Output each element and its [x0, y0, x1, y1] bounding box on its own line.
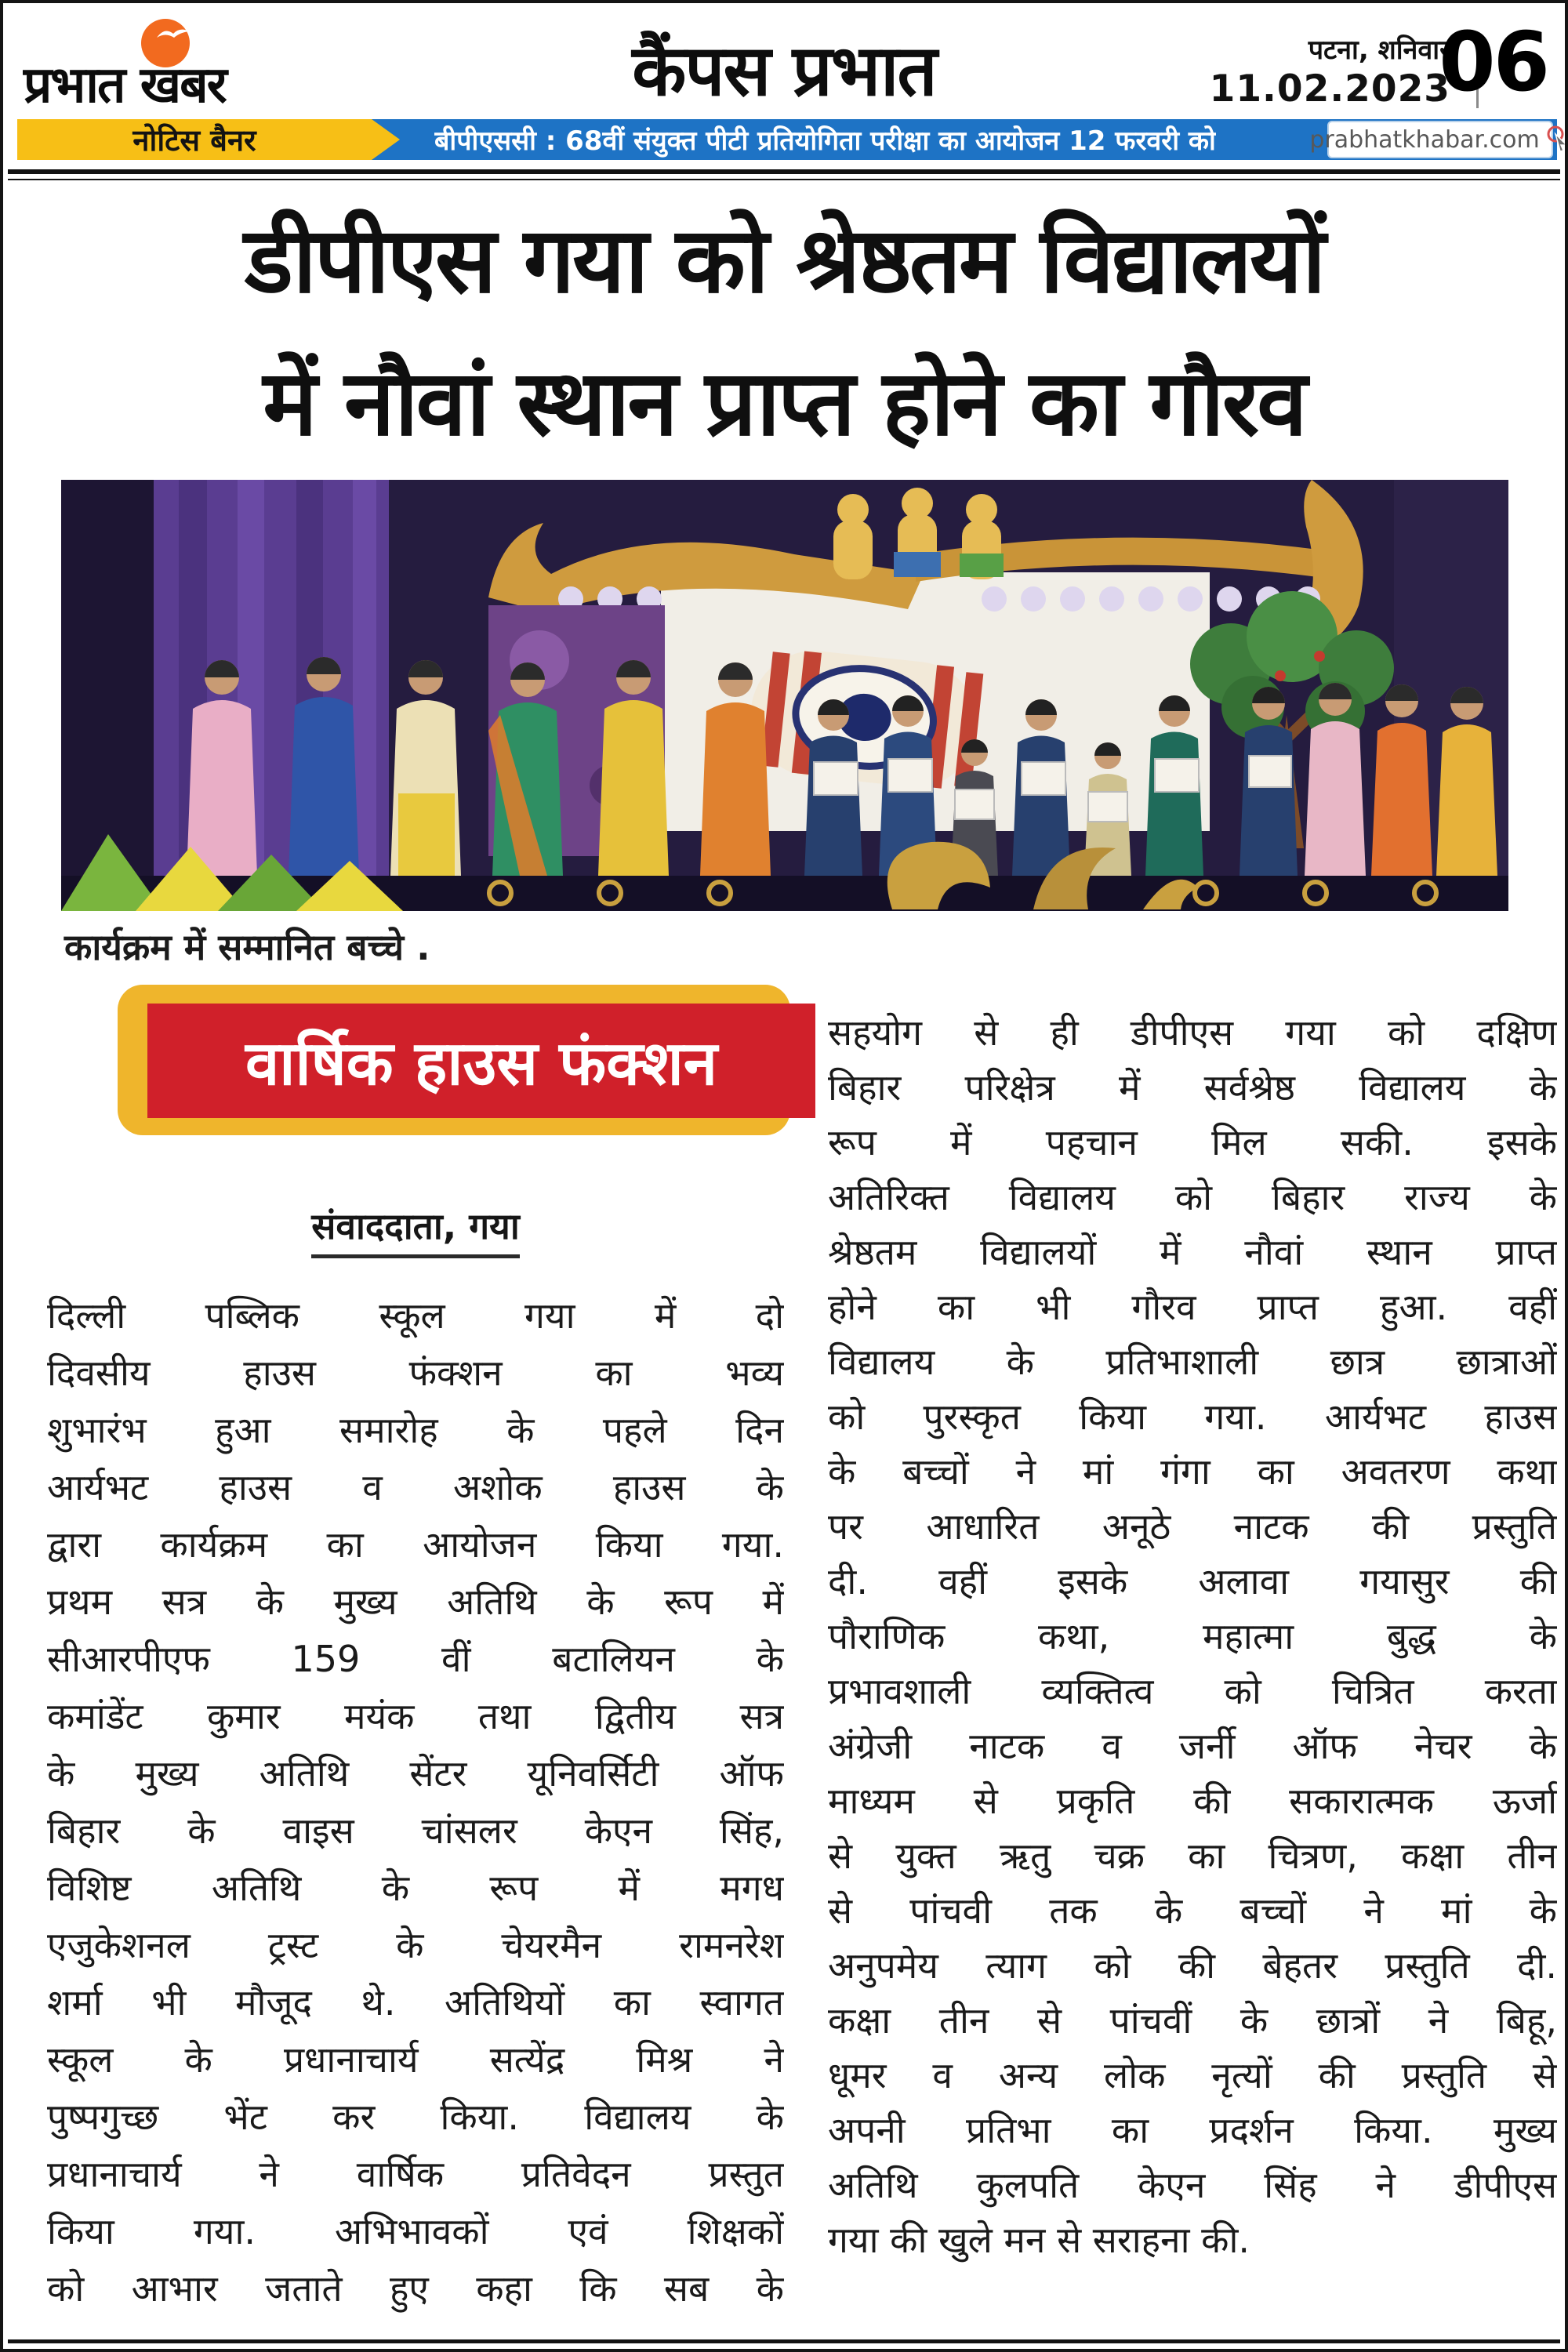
body-line: अनुपमेय त्याग को की बेहतर प्रस्तुति दी. — [828, 1944, 1557, 1987]
byline: संवाददाता, गया — [47, 1201, 784, 1258]
body-line: पुष्पगुच्छ भेंट कर किया. विद्यालय के — [47, 2096, 784, 2138]
body-line: अपनी प्रतिभा का प्रदर्शन किया. मुख्य — [828, 2109, 1557, 2151]
page-number: 06 — [1439, 14, 1548, 110]
body-line: माध्यम से प्रकृति की सकारात्मक ऊर्जा — [828, 1780, 1557, 1822]
body-line: विद्यालय के प्रतिभाशाली छात्र छात्राओं — [828, 1341, 1557, 1383]
body-line: प्रभावशाली व्यक्तित्व को चित्रित करता — [828, 1670, 1557, 1712]
kicker-banner — [118, 985, 823, 1138]
kicker-red-box — [147, 1004, 815, 1118]
body-line: पौराणिक कथा, महात्मा बुद्ध के — [828, 1615, 1557, 1657]
body-line: विशिष्ट अतिथि के रूप में मगध — [47, 1867, 784, 1909]
body-line: बिहार के वाइस चांसलर केएन सिंह, — [47, 1809, 784, 1852]
masthead-logo-text: प्रभात खबर — [24, 56, 226, 114]
body-line: के मुख्य अतिथि सेंटर यूनिवर्सिटी ऑफ — [47, 1752, 784, 1795]
issue-date: 11.02.2023 — [1209, 67, 1450, 111]
notice-arrow-icon — [372, 119, 400, 160]
body-line: श्रेष्ठतम विद्यालयों में नौवां स्थान प्राप्त — [828, 1231, 1557, 1273]
photo-caption: कार्यक्रम में सम्मानित बच्चे . — [64, 926, 430, 968]
body-line: प्रथम सत्र के मुख्य अतिथि के रूप में — [47, 1581, 784, 1623]
body-line: गया की खुले मन से सराहना की. — [828, 2219, 1250, 2261]
article-headline — [16, 190, 1552, 475]
notice-strip — [372, 119, 1557, 160]
body-line: बिहार परिक्षेत्र में सर्वश्रेष्ठ विद्यालय के — [828, 1066, 1557, 1109]
body-line: सहयोग से ही डीपीएस गया को दक्षिण — [828, 1011, 1557, 1054]
body-line: धूमर व अन्य लोक नृत्यों की प्रस्तुति से — [828, 2054, 1557, 2096]
body-line: स्कूल के प्रधानाचार्य सत्येंद्र मिश्र ने — [47, 2038, 784, 2081]
body-line: अतिरिक्त विद्यालय को बिहार राज्य के — [828, 1176, 1557, 1218]
body-line: शुभारंभ हुआ समारोह के पहले दिन — [47, 1409, 784, 1451]
body-line: कक्षा तीन से पांचवीं के छात्रों ने बिहू, — [828, 1999, 1557, 2042]
body-line: एजुकेशनल ट्रस्ट के चेयरमैन रामनरेश — [47, 1924, 784, 1966]
body-line: से युक्त ऋतु चक्र का चित्रण, कक्षा तीन — [828, 1835, 1557, 1877]
body-line: को आभार जताते हुए कहा कि सब के — [47, 2267, 784, 2310]
website-link[interactable] — [1309, 121, 1553, 158]
body-line: से पांचवी तक के बच्चों ने मां के — [828, 1889, 1557, 1932]
body-line: शर्मा भी मौजूद थे. अतिथियों का स्वागत — [47, 1981, 784, 2024]
body-line: दिवसीय हाउस फंक्शन का भव्य — [47, 1352, 784, 1394]
body-line: सीआरपीएफ 159 वीं बटालियन के — [47, 1638, 784, 1680]
body-line: अंग्रेजी नाटक व जर्नी ऑफ नेचर के — [828, 1725, 1557, 1767]
body-line: को पुरस्कृत किया गया. आर्यभट हाउस — [828, 1396, 1557, 1438]
body-line: रूप में पहचान मिल सकी. इसके — [828, 1121, 1557, 1163]
body-line: प्रधानाचार्य ने वार्षिक प्रतिवेदन प्रस्तुत — [47, 2153, 784, 2195]
body-line: किया गया. अभिभावकों एवं शिक्षकों — [47, 2210, 784, 2252]
body-line: दिल्ली पब्लिक स्कूल गया में दो — [47, 1294, 784, 1337]
page-section-title: कैंपस प्रभात — [632, 30, 936, 112]
body-line: आर्यभट हाउस व अशोक हाउस के — [47, 1466, 784, 1508]
city-day: पटना, शनिवार — [1308, 34, 1450, 66]
body-line: के बच्चों ने मां गंगा का अवतरण कथा — [828, 1450, 1557, 1493]
bottom-rule — [8, 2339, 1560, 2343]
header-rule-thick — [8, 169, 1560, 174]
article-photo — [61, 480, 1508, 911]
stage-photo-illustration — [61, 480, 1508, 911]
website-text: prabhatkhabar.com — [1309, 125, 1540, 154]
kicker-label: वार्षिक हाउस फंक्शन — [245, 1029, 718, 1099]
notice-label: नोटिस बैनर — [17, 119, 372, 160]
article-column-left — [47, 1287, 784, 2318]
body-line: द्वारा कार्यक्रम का आयोजन किया गया. — [47, 1523, 784, 1566]
dateline — [1210, 33, 1450, 111]
headline-line: डीपीएस गया को श्रेष्ठतम विद्यालयों — [244, 208, 1324, 314]
notice-banner — [17, 119, 1557, 160]
article-column-right — [828, 1005, 1557, 2267]
body-line: होने का भी गौरव प्राप्त हुआ. वहीं — [828, 1286, 1557, 1328]
header-rule-thin — [8, 179, 1560, 180]
cursor-icon — [1544, 125, 1568, 154]
body-line: दी. वहीं इसके अलावा गयासुर की — [828, 1560, 1557, 1602]
body-line: अतिथि कुलपति केएन सिंह ने डीपीएस — [828, 2164, 1557, 2206]
headline-line: में नौवां स्थान प्राप्त होने का गौरव — [263, 350, 1305, 456]
notice-text: बीपीएससी : 68वीं संयुक्त पीटी प्रतियोगिता परीक्षा का आयोजन 12 फरवरी को — [434, 125, 1216, 157]
body-line: कमांडेंट कुमार मयंक तथा द्वितीय सत्र — [47, 1695, 784, 1737]
body-line: पर आधारित अनूठे नाटक की प्रस्तुति — [828, 1505, 1557, 1548]
